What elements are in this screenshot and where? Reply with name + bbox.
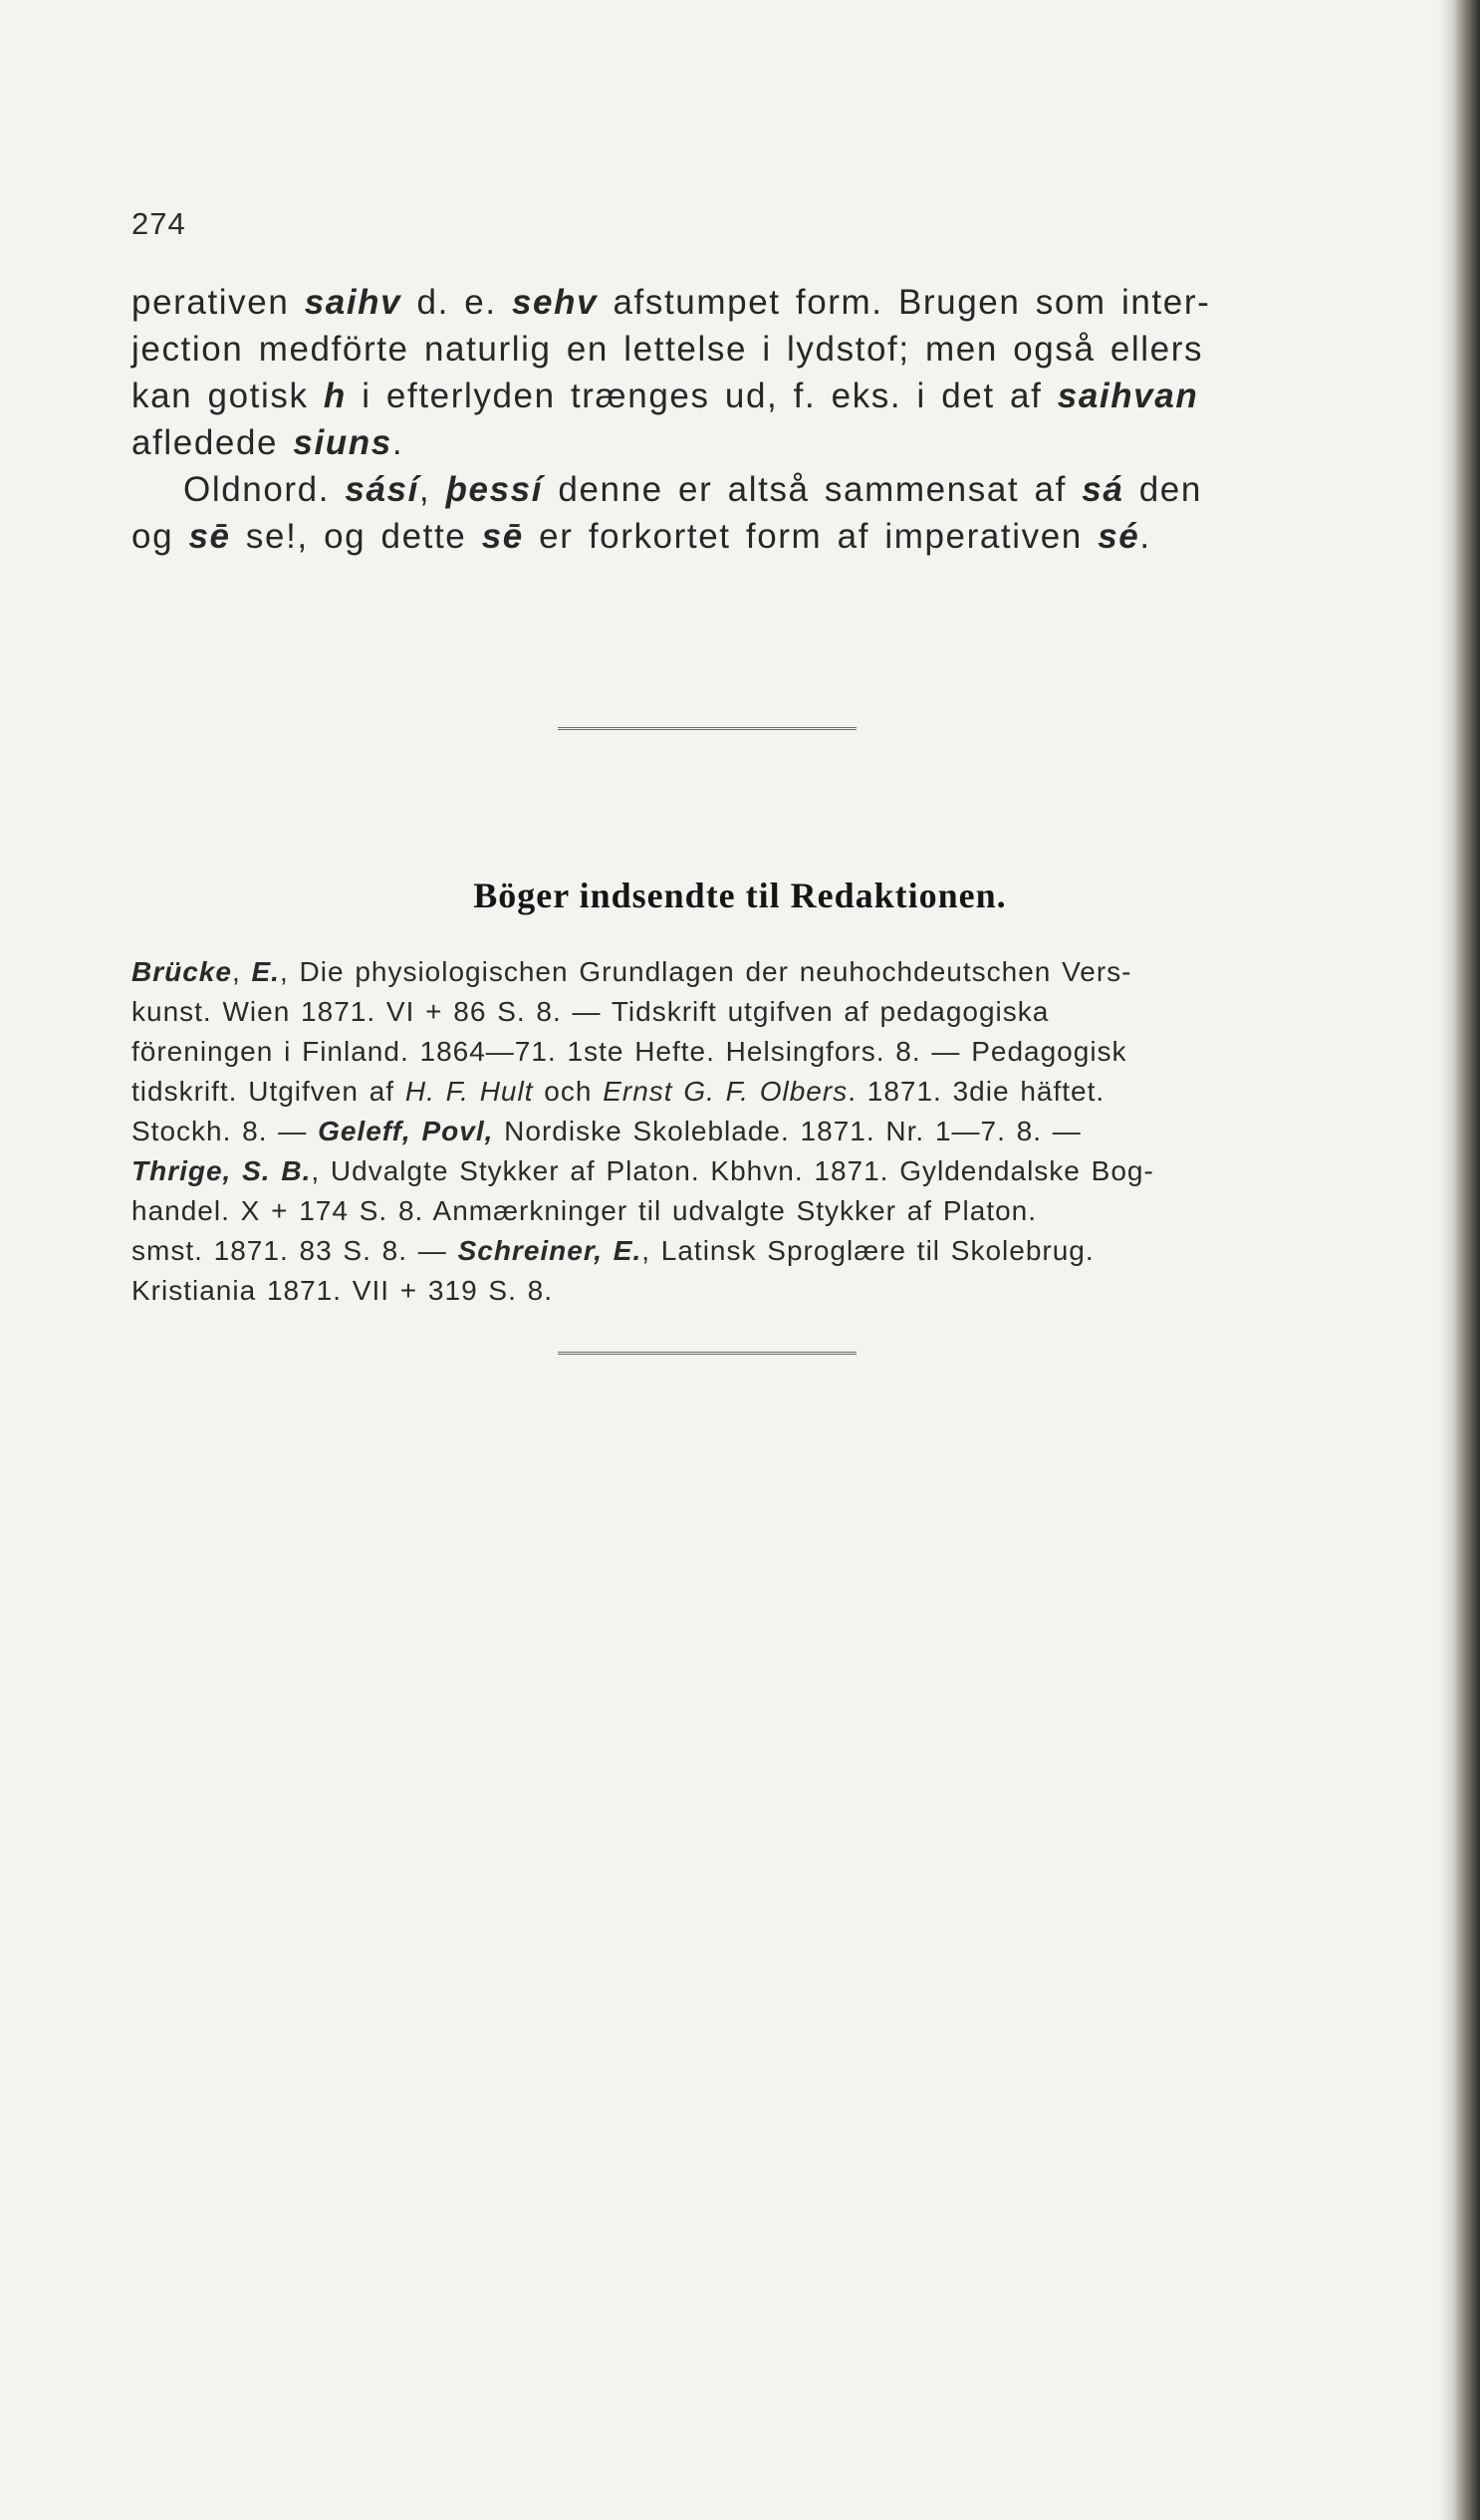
section-heading: Böger indsendte til Redaktionen. [473, 876, 1007, 915]
author-name: Thrige, S. B. [131, 1155, 312, 1186]
text-run: Oldnord. [183, 470, 346, 509]
italic-word: þessí [445, 470, 544, 509]
text-line [131, 1072, 1327, 1112]
author-name: H. F. Hult [404, 1076, 534, 1107]
italic-word: saihv [304, 283, 402, 322]
text-run: kan gotisk [131, 377, 324, 415]
italic-word: sē [188, 517, 231, 556]
author-name: Brücke [131, 956, 232, 987]
italic-word: sé [1098, 517, 1140, 556]
text-run: i efterlyden trænges ud, f. eks. i det af [346, 377, 1058, 415]
text-run: och [533, 1076, 604, 1107]
section-divider-bottom [558, 1352, 857, 1355]
text-line [131, 279, 1327, 326]
text-line [131, 513, 1327, 560]
text-run: se!, og dette [230, 517, 482, 556]
text-line [131, 419, 1327, 466]
text-run: . 1871. 3die häftet. [848, 1076, 1106, 1107]
text-run: , Die physiologischen Grundlagen der neuhochdeutschen Vers- [279, 956, 1132, 987]
italic-word: h [323, 377, 347, 415]
text-run: er forkortet form af imperativen [523, 517, 1099, 556]
page-edge [1452, 0, 1480, 2520]
text-run: , Latinsk Sproglære til Skolebrug. [641, 1235, 1095, 1266]
books-list [131, 952, 1327, 1311]
text-line: handel. X + 174 S. 8. Anmærkninger til udvalgte Stykker af Platon. [131, 1195, 1038, 1226]
author-name: Ernst G. F. Olbers [603, 1076, 849, 1107]
author-name: Geleff, Povl, [318, 1116, 494, 1146]
text-run: afstumpet form. Brugen som inter- [598, 283, 1211, 322]
intro-paragraph [131, 279, 1327, 560]
text-run: smst. 1871. 83 S. 8. — [131, 1235, 458, 1266]
text-run: Stockh. 8. — [131, 1116, 319, 1146]
text-run: Nordiske Skoleblade. 1871. Nr. 1—7. 8. — [493, 1116, 1082, 1146]
text-run: tidskrift. Utgifven af [131, 1076, 405, 1107]
text-line: jection medförte naturlig en lettelse i lydstof; men også ellers [131, 330, 1204, 369]
text-run: , [418, 470, 446, 509]
section-divider-top [558, 727, 857, 730]
text-line: kunst. Wien 1871. VI + 86 S. 8. — Tidskrift utgifven af pedagogiska [131, 996, 1050, 1027]
italic-word: sehv [511, 283, 599, 322]
text-run: og [131, 517, 189, 556]
text-run: , [231, 956, 252, 987]
italic-word: sē [481, 517, 524, 556]
italic-word: saihvan [1057, 377, 1199, 415]
author-name: Schreiner, E. [457, 1235, 642, 1266]
italic-word: sá [1082, 470, 1124, 509]
text-line: Kristiania 1871. VII + 319 S. 8. [131, 1275, 554, 1306]
text-run: den [1123, 470, 1202, 509]
text-run: afledede [131, 423, 294, 462]
author-name: E. [251, 956, 280, 987]
text-line: föreningen i Finland. 1864—71. 1ste Hefte. Helsingfors. 8. — Pedagogisk [131, 1036, 1127, 1067]
italic-word: siuns [293, 423, 392, 462]
text-line [131, 466, 1327, 513]
text-run: . [1139, 517, 1151, 556]
text-line [131, 952, 1327, 992]
text-run: denne er altså sammensat af [543, 470, 1083, 509]
text-run: d. e. [401, 283, 512, 322]
page-number: 274 [131, 206, 186, 241]
text-run: , Udvalgte Stykker af Platon. Kbhvn. 1871. Gyldendalske Bog- [311, 1155, 1154, 1186]
binding-shadow [1438, 0, 1452, 2520]
text-run: perativen [131, 283, 305, 322]
italic-word: sásí [345, 470, 419, 509]
text-line [131, 1151, 1327, 1191]
text-line [131, 373, 1327, 419]
text-run: . [391, 423, 404, 462]
text-line [131, 1112, 1327, 1151]
text-line [131, 1231, 1327, 1271]
